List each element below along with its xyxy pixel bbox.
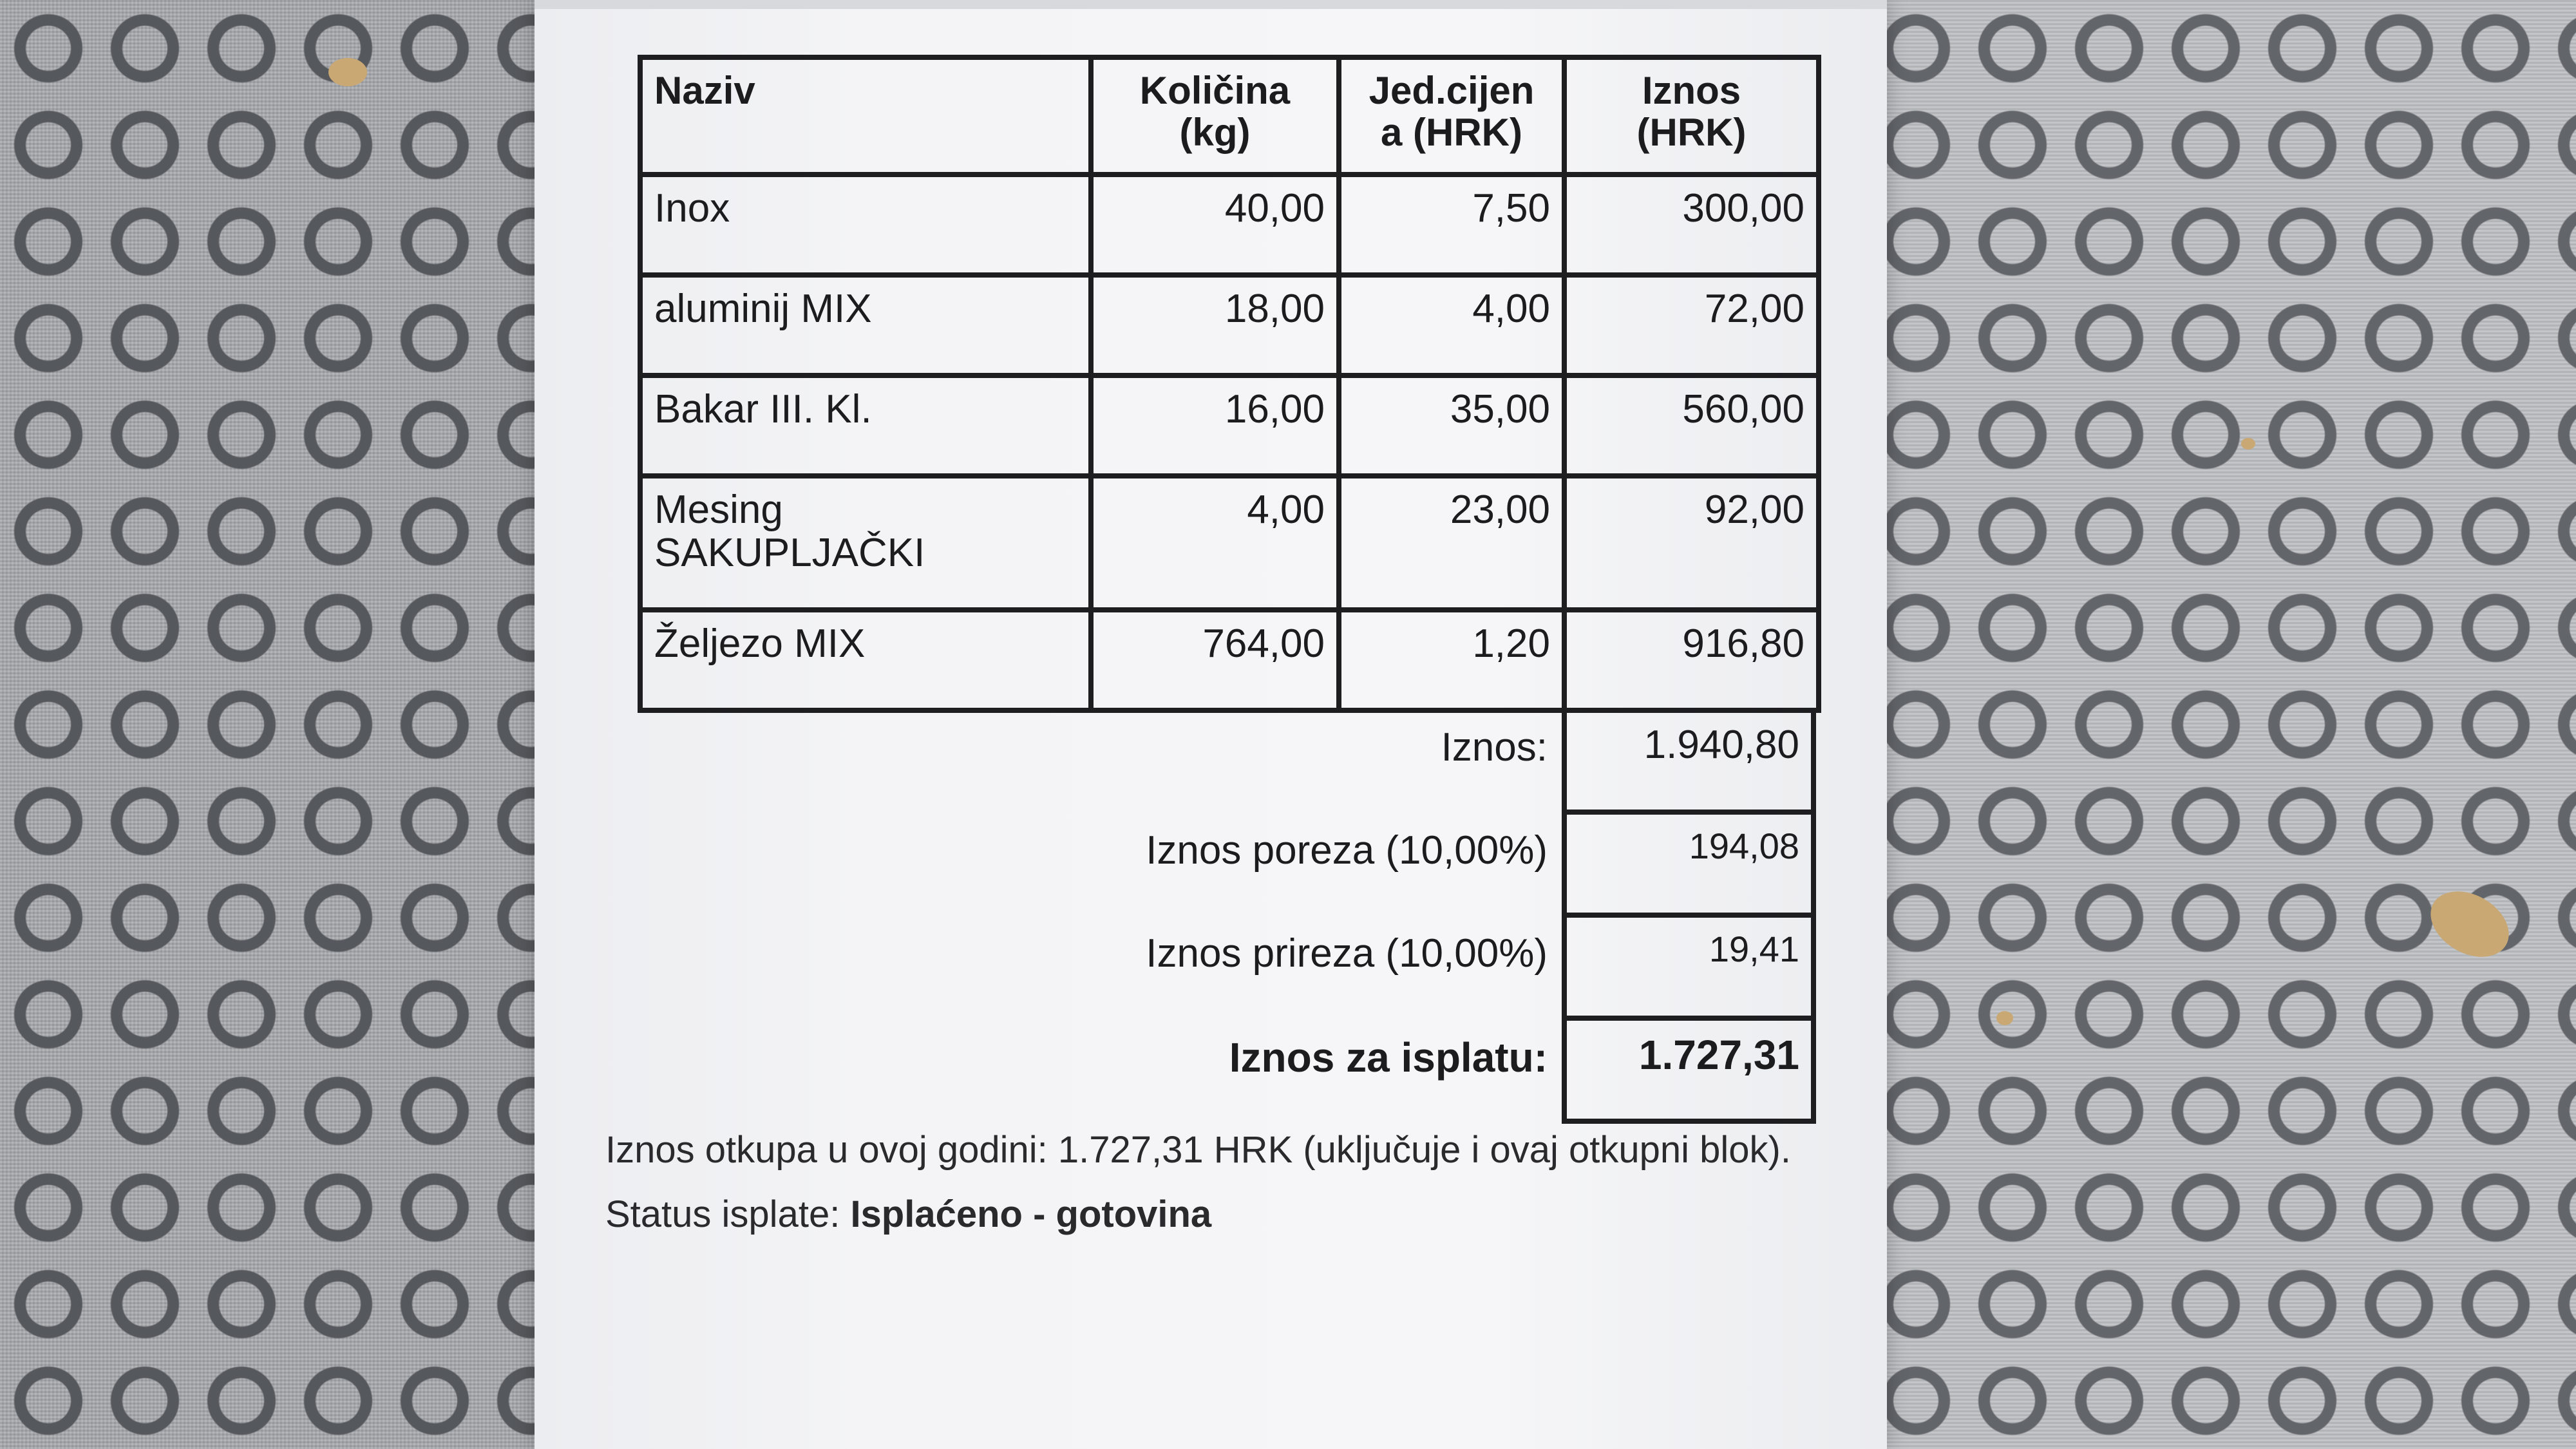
item-unit-price: 4,00 bbox=[1339, 275, 1564, 375]
tablecloth-right bbox=[1868, 0, 2576, 1449]
header-kolicina-line2: (kg) bbox=[1179, 110, 1251, 154]
crumb-left bbox=[328, 58, 367, 86]
surtax-value: 19,41 bbox=[1562, 918, 1816, 1021]
item-amount: 560,00 bbox=[1564, 375, 1819, 476]
header-kolicina-line1: Količina bbox=[1139, 69, 1291, 112]
items-table bbox=[638, 55, 1821, 713]
header-jed-cijena-line1: Jed.cijen bbox=[1368, 69, 1535, 112]
item-name bbox=[640, 476, 1091, 610]
header-iznos bbox=[1564, 57, 1819, 175]
crumb-right-3 bbox=[2241, 438, 2255, 450]
surtax-row bbox=[638, 918, 1816, 1021]
tax-value: 194,08 bbox=[1562, 815, 1816, 918]
crumb-right-2 bbox=[1996, 1011, 2013, 1025]
item-name: Bakar III. Kl. bbox=[640, 375, 1091, 476]
header-iznos-line1: Iznos bbox=[1642, 69, 1741, 112]
item-name: Željezo MIX bbox=[640, 610, 1091, 710]
table-row bbox=[640, 175, 1819, 275]
item-unit-price: 23,00 bbox=[1339, 476, 1564, 610]
item-name-line2: SAKUPLJAČKI bbox=[654, 530, 925, 575]
item-qty: 764,00 bbox=[1091, 610, 1339, 710]
payment-status-label: Status isplate: bbox=[605, 1193, 840, 1236]
header-jed-cijena-line2: a (HRK) bbox=[1381, 110, 1522, 154]
receipt-paper bbox=[535, 0, 1887, 1449]
item-qty: 4,00 bbox=[1091, 476, 1339, 610]
item-name: aluminij MIX bbox=[640, 275, 1091, 375]
item-unit-price: 1,20 bbox=[1339, 610, 1564, 710]
tax-row bbox=[638, 815, 1816, 918]
item-name-line1: Mesing bbox=[654, 488, 783, 532]
receipt-top-edge bbox=[535, 0, 1887, 9]
payout-value: 1.727,31 bbox=[1562, 1021, 1816, 1124]
item-name: Inox bbox=[640, 175, 1091, 275]
items-header-row bbox=[640, 57, 1819, 175]
item-qty: 16,00 bbox=[1091, 375, 1339, 476]
surtax-label: Iznos prireza (10,00%) bbox=[1146, 931, 1548, 976]
payout-label: Iznos za isplatu: bbox=[1229, 1034, 1548, 1081]
tax-label: Iznos poreza (10,00%) bbox=[1146, 828, 1548, 873]
item-unit-price: 7,50 bbox=[1339, 175, 1564, 275]
item-amount: 916,80 bbox=[1564, 610, 1819, 710]
item-unit-price: 35,00 bbox=[1339, 375, 1564, 476]
item-amount: 72,00 bbox=[1564, 275, 1819, 375]
payment-status-value: Isplaćeno - gotovina bbox=[850, 1193, 1212, 1236]
table-row bbox=[640, 476, 1819, 610]
total-iznos-label: Iznos: bbox=[1441, 725, 1548, 770]
item-qty: 18,00 bbox=[1091, 275, 1339, 375]
item-amount: 300,00 bbox=[1564, 175, 1819, 275]
header-iznos-line2: (HRK) bbox=[1636, 110, 1747, 154]
table-row bbox=[640, 275, 1819, 375]
table-row bbox=[640, 375, 1819, 476]
total-iznos-value: 1.940,80 bbox=[1562, 712, 1816, 815]
header-naziv: Naziv bbox=[640, 57, 1091, 175]
header-kolicina bbox=[1091, 57, 1339, 175]
payment-status bbox=[605, 1188, 1803, 1241]
item-qty: 40,00 bbox=[1091, 175, 1339, 275]
receipt-footer bbox=[605, 1124, 1803, 1242]
table-row bbox=[640, 610, 1819, 710]
total-iznos-row bbox=[638, 712, 1816, 815]
payout-row bbox=[638, 1021, 1816, 1124]
header-jed-cijena bbox=[1339, 57, 1564, 175]
item-amount: 92,00 bbox=[1564, 476, 1819, 610]
yearly-purchase-note: Iznos otkupa u ovoj godini: 1.727,31 HRK (uključuje i ovaj otkupni blok). bbox=[605, 1129, 1791, 1171]
